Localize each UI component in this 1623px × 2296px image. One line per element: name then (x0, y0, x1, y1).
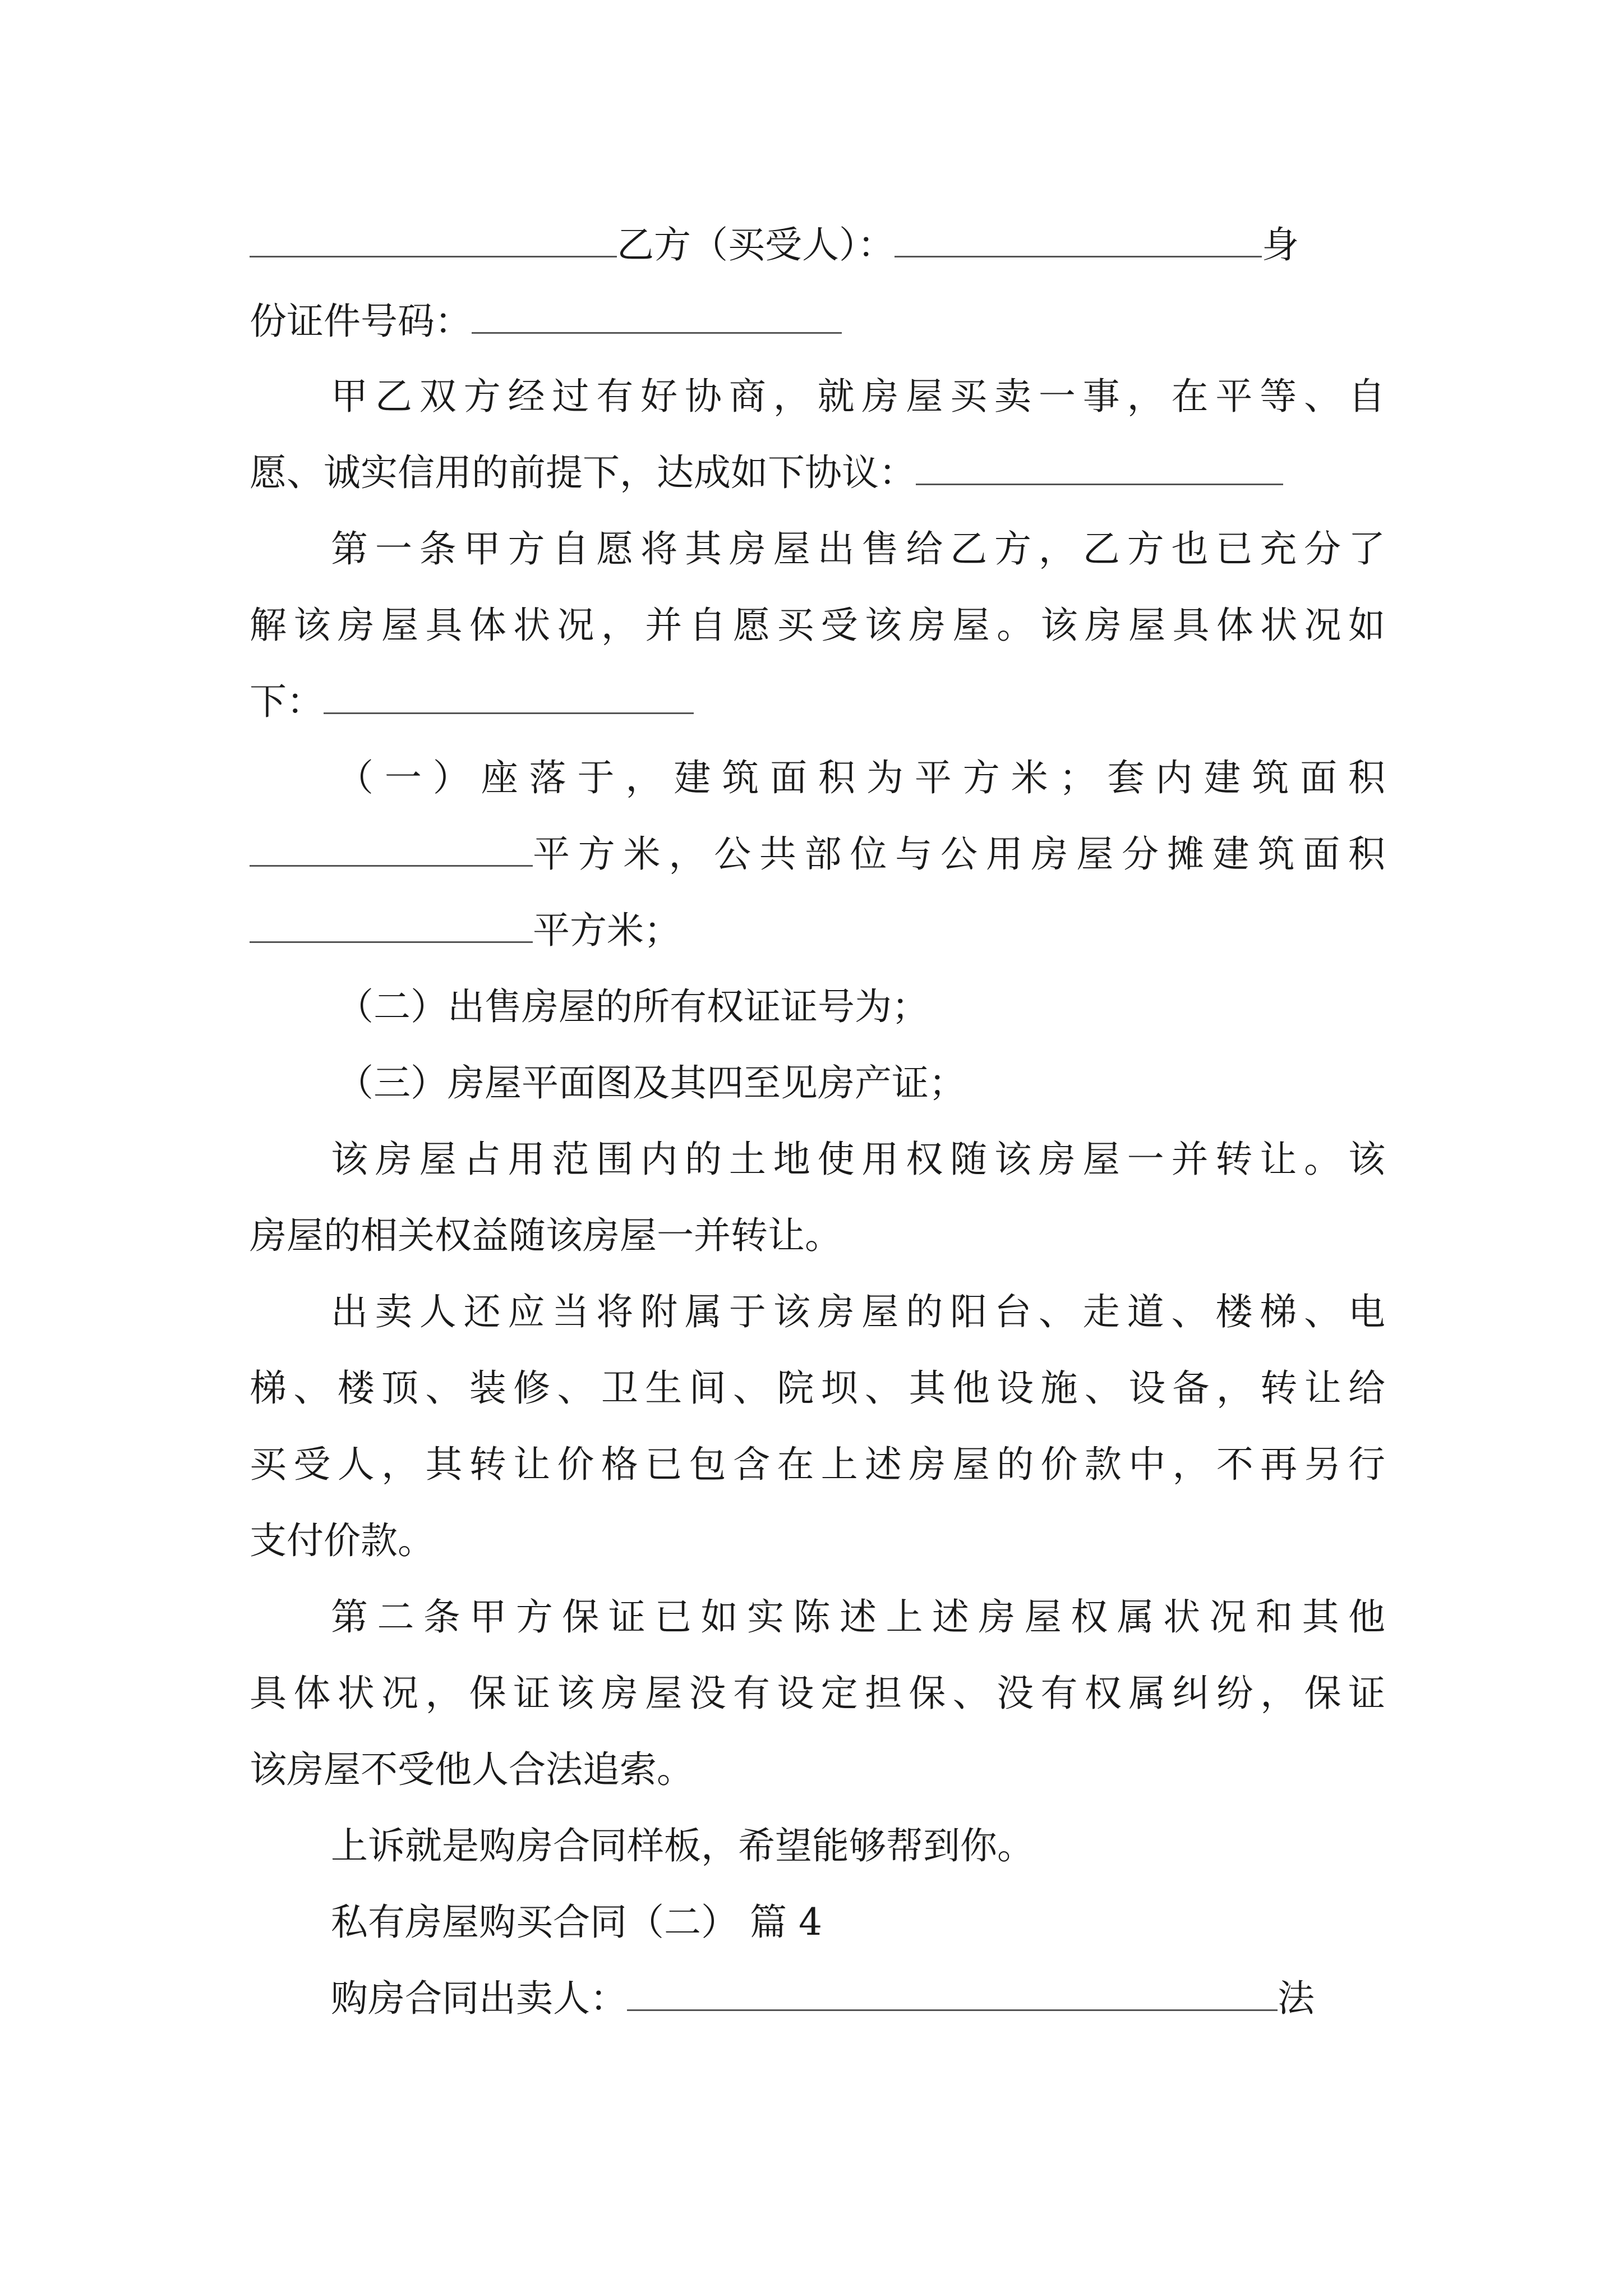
attachments-text: 出卖人还应当将附属于该房屋的阳台、走道、楼梯、电 (331, 1290, 1385, 1333)
inner-area-blank[interactable] (250, 826, 533, 867)
seller-label: 购房合同出卖人： (331, 1977, 627, 2020)
intro-text: 甲乙双方经过有好协商，就房屋买卖一事，在平等、自 (331, 375, 1385, 418)
closing-text: 上诉就是购房合同样板，希望能够帮到你。 (331, 1824, 1034, 1867)
paragraph-line (250, 1281, 1385, 1343)
paragraph-line (250, 1129, 1385, 1190)
party-b-label: 乙方（买受人）： (617, 223, 895, 266)
article-1-text: 第一条甲方自愿将其房屋出售给乙方，乙方也已充分了 (331, 527, 1385, 570)
article-1-text: 解该房屋具体状况，并自愿买受该房屋。该房屋具体状况如 (250, 604, 1385, 647)
id-number-blank[interactable] (472, 293, 842, 334)
item-2-text: （二）出售房屋的所有权证证号为； (336, 985, 929, 1028)
attachments-text: 梯、楼顶、装修、卫生间、院坝、其他设施、设备，转让给 (250, 1366, 1385, 1410)
article-1-line (250, 518, 1385, 580)
paragraph-line (250, 671, 1385, 733)
item-3-line (250, 1052, 1385, 1114)
paragraph-line (250, 823, 1385, 885)
paragraph-line (250, 1205, 1385, 1267)
shared-area-blank[interactable] (250, 902, 533, 943)
article-2-text: 第二条甲方保证已如实陈述上述房屋权属状况和其他 (331, 1595, 1385, 1639)
text-fragment: 身 (1262, 223, 1299, 266)
attachments-text: 买受人，其转让价格已包含在上述房屋的价款中，不再另行 (250, 1443, 1385, 1486)
section-title: 私有房屋购买合同（二） 篇 4 (331, 1901, 822, 1944)
paragraph-line (250, 1510, 1385, 1572)
status-blank[interactable] (324, 673, 694, 714)
item-2-line (250, 976, 1385, 1038)
article-2-line (250, 1586, 1385, 1648)
article-2-text: 具体状况，保证该房屋没有设定担保、没有权属纠纷，保证 (250, 1672, 1385, 1715)
id-number-line (250, 291, 1385, 352)
item-1-text: 平方米，公共部位与公用房屋分摊建筑面积 (533, 832, 1385, 876)
paragraph-line (250, 1815, 1385, 1877)
agreement-blank[interactable] (916, 444, 1283, 485)
item-1-line (250, 747, 1385, 809)
item-1-text: （一）座落于，建筑面积为平方米；套内建筑面积 (336, 756, 1385, 799)
land-rights-text: 房屋的相关权益随该房屋一并转让。 (250, 1214, 842, 1257)
seller-name-blank[interactable] (627, 1970, 1278, 2011)
paragraph-line (250, 366, 1385, 427)
land-rights-text: 该房屋占用范围内的土地使用权随该房屋一并转让。该 (331, 1138, 1385, 1181)
paragraph-line (250, 595, 1385, 656)
paragraph-line (250, 1358, 1385, 1419)
attachments-text: 支付价款。 (250, 1519, 435, 1562)
text-fragment: 法 (1278, 1977, 1315, 2020)
item-3-text: （三）房屋平面图及其四至见房产证； (336, 1061, 966, 1105)
section-heading (250, 1892, 1385, 1953)
party-b-name-blank[interactable] (895, 217, 1262, 257)
blank-field[interactable] (250, 217, 617, 257)
party-b-line (250, 214, 1385, 276)
id-number-label: 份证件号码： (250, 300, 472, 343)
intro-text: 愿、诚实信用的前提下，达成如下协议： (250, 451, 916, 494)
paragraph-line (250, 1739, 1385, 1801)
item-1-text: 平方米； (533, 909, 681, 952)
paragraph-line (250, 442, 1385, 504)
article-1-text: 下： (250, 680, 324, 723)
paragraph-line (250, 1663, 1385, 1724)
article-2-text: 该房屋不受他人合法追索。 (250, 1748, 694, 1791)
paragraph-line (250, 900, 1385, 961)
seller-line (250, 1968, 1385, 2030)
paragraph-line (250, 1434, 1385, 1496)
